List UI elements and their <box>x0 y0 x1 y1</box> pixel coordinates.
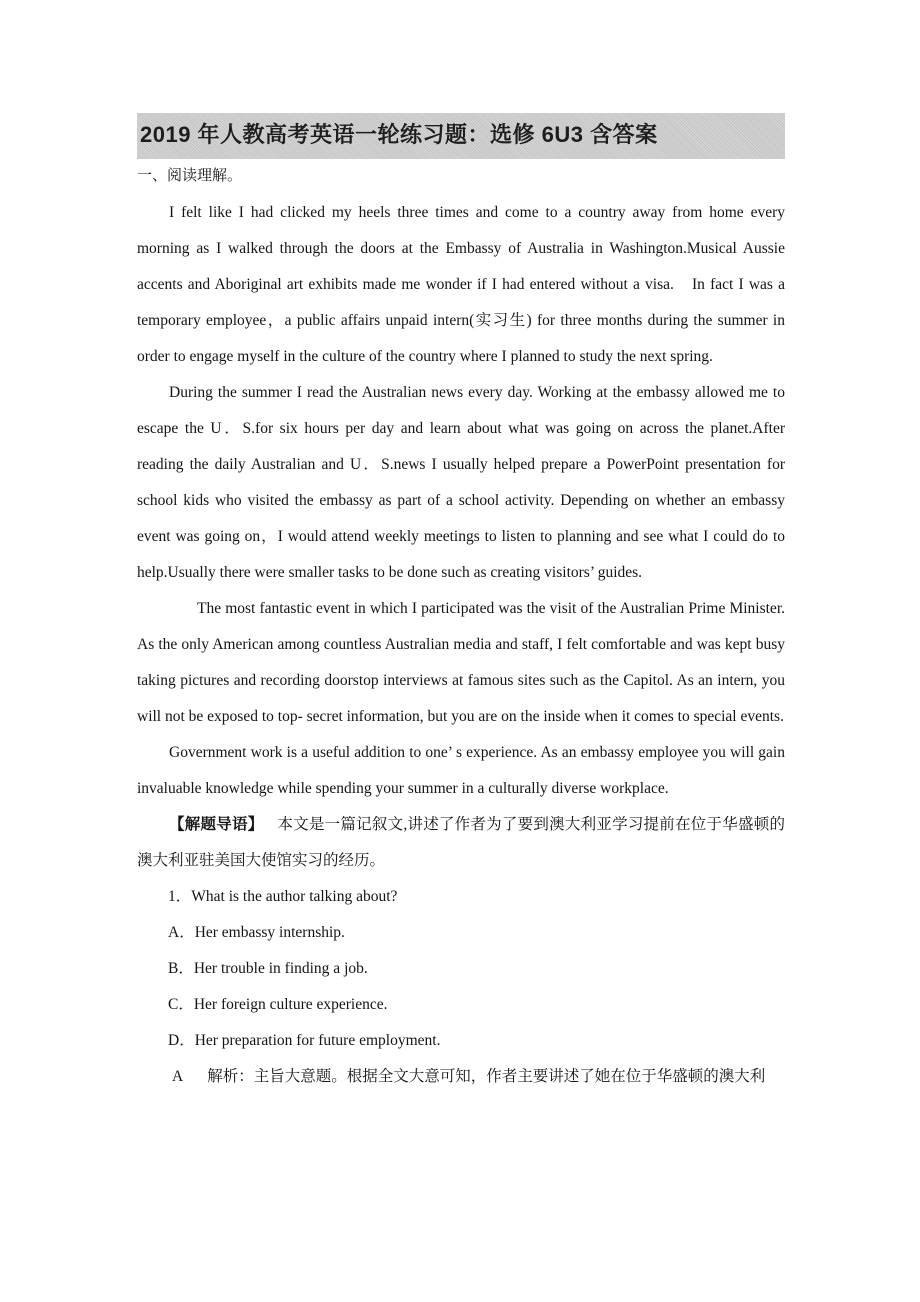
question-option-b: B．Her trouble in finding a job. <box>168 960 368 977</box>
passage-paragraph-1: I felt like I had clicked my heels three times and come to a country away from home every morning as I walked through the doors at the Embassy of Australia in Washington.Musical Aussie accents and Aboriginal art exhibits made me wonder if I had entered without a visa. In fact I was a temporary employee，a public affairs unpaid intern(实习生) for three months during the summer in order to engage myself in the culture of the country where I planned to study the next spring. <box>137 204 785 365</box>
guide-text: 本文是一篇记叙文,讲述了作者为了要到澳大利亚学习提前在位于华盛顿的澳大利亚驻美国大使馆实习的经历。 <box>137 816 785 869</box>
section-heading: 一、阅读理解。 <box>137 168 243 184</box>
guide-label: 【解题导语】 <box>169 816 264 833</box>
passage-paragraph-4: Government work is a useful addition to one’ s experience. As an embassy employee you will gain invaluable knowledge while spending your summer in a culturally diverse workplace. <box>137 744 785 797</box>
answer-analysis: 解析：主旨大意题。根据全文大意可知，作者主要讲述了她在位于华盛顿的澳大利 <box>207 1068 766 1085</box>
document-title: 2019 年人教高考英语一轮练习题：选修 6U3 含答案 <box>140 122 658 147</box>
passage-paragraph-3: The most fantastic event in which I participated was the visit of the Australian Prime Minister. As the only American among countless Australian media and staff, I felt comfortable and was kept busy taking pictures and recording doorstop interviews at famous sites such as the Capitol. As an intern, you will not be exposed to top- secret information, but you are on the inside when it comes to special events. <box>137 600 785 725</box>
passage-paragraph-2: During the summer I read the Australian news every day. Working at the embassy allowed me to escape the U．S.for six hours per day and learn about what was going on across the planet.After reading the daily Australian and U．S.news I usually helped prepare a PowerPoint presentation for school kids who visited the embassy as part of a school activity. Depending on whether an embassy event was going on，I would attend weekly meetings to listen to planning and see what I could do to help.Usually there were smaller tasks to be done such as creating visitors’ guides. <box>137 384 785 581</box>
answer-line <box>137 1059 785 1095</box>
document-title-bar <box>137 113 785 159</box>
document-content <box>137 113 785 1095</box>
question-option-a: A．Her embassy internship. <box>168 924 345 941</box>
question-option-d: D．Her preparation for future employment. <box>168 1032 441 1049</box>
guide-paragraph <box>137 807 785 879</box>
answer-letter: A <box>172 1068 184 1085</box>
question-option-c: C．Her foreign culture experience. <box>168 996 388 1013</box>
question-stem: 1．What is the author talking about? <box>168 888 398 905</box>
